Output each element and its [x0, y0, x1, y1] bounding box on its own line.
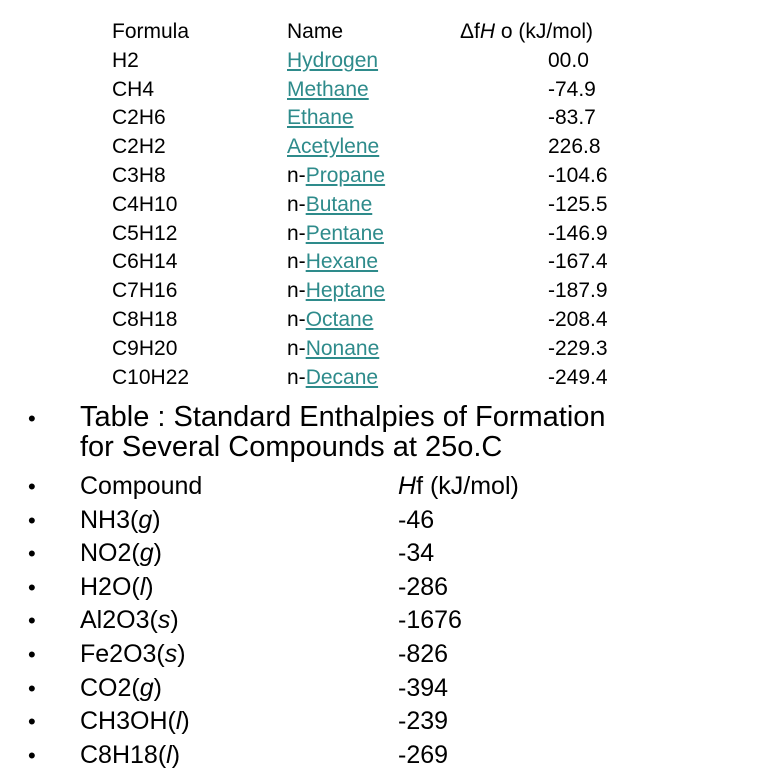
compound-formula: C8H18( [80, 740, 167, 769]
compound-link-hexane[interactable]: Hexane [305, 250, 379, 274]
formula-cell: C10H22 [112, 365, 190, 389]
bullet-icon: • [28, 574, 36, 600]
name-cell [287, 306, 385, 335]
compound-link-octane[interactable]: Octane [305, 307, 374, 331]
formula-column [112, 18, 189, 392]
enthalpy-cell: 226.8 [548, 135, 601, 159]
list-item [28, 504, 748, 538]
list-header-row [28, 470, 748, 504]
enthalpy-column [460, 18, 624, 392]
list-item [28, 537, 748, 571]
compound-formula: CO2( [80, 673, 140, 702]
list-item [28, 638, 748, 672]
enthalpy-cell: -74.9 [548, 77, 596, 101]
compound-close: ) [171, 740, 181, 769]
bullet-icon: • [28, 608, 36, 634]
formula-cell: C6H14 [112, 250, 178, 274]
enthalpy-cell: -229.3 [548, 336, 608, 360]
name-cell [287, 191, 385, 220]
hf-header [398, 470, 519, 504]
name-prefix: n- [287, 192, 306, 216]
compound-name [80, 571, 154, 605]
bullet-icon: • [28, 709, 36, 735]
bullet-icon: • [28, 541, 36, 567]
compound-name [80, 638, 186, 672]
name-cell [287, 364, 385, 393]
enthalpy-header-prefix: Δf [460, 20, 480, 43]
name-prefix: n- [287, 250, 306, 274]
name-header: Name [287, 20, 344, 43]
formula-cell: C9H20 [112, 336, 178, 360]
name-prefix: n- [287, 163, 306, 187]
enthalpy-cell: -125.5 [548, 192, 608, 216]
compound-link-nonane[interactable]: Nonane [305, 336, 380, 360]
compound-name [80, 739, 180, 772]
name-cell [287, 104, 385, 133]
compound-link-decane[interactable]: Decane [305, 365, 379, 389]
list-item [28, 604, 748, 638]
name-cell [287, 47, 385, 76]
compound-formula: NH3( [80, 505, 139, 534]
enthalpy-header [460, 18, 624, 47]
formula-cell: H2 [112, 48, 139, 72]
enthalpy-header-unit: o (kJ/mol) [495, 20, 594, 43]
formula-cell: C4H10 [112, 192, 178, 216]
compound-formula: H2O( [80, 572, 140, 601]
hf-value: -269 [398, 740, 449, 769]
compound-close: ) [170, 606, 179, 635]
enthalpy-cell: -146.9 [548, 221, 608, 245]
hf-header-symbol: H [398, 472, 417, 500]
compound-close: ) [153, 539, 162, 568]
bullet-section [28, 401, 758, 769]
name-prefix: n- [287, 221, 306, 245]
bullet-icon: • [28, 675, 36, 701]
enthalpy-header-symbol: H [479, 20, 496, 43]
name-cell [287, 162, 385, 191]
formula-cell: C7H16 [112, 279, 178, 303]
compound-state: g [139, 673, 154, 702]
compound-state: l [139, 572, 146, 601]
formula-cell: C8H18 [112, 307, 178, 331]
compound-name [80, 672, 162, 706]
compound-state: g [138, 505, 153, 534]
bullet-icon: • [28, 406, 36, 431]
compound-name [80, 705, 190, 739]
enthalpy-cell: -208.4 [548, 307, 608, 331]
compound-link-pentane[interactable]: Pentane [305, 221, 384, 245]
compound-list [28, 470, 748, 772]
compound-link-methane[interactable]: Methane [287, 77, 369, 101]
name-cell [287, 76, 385, 105]
bullet-icon: • [28, 507, 36, 533]
formula-cell: CH4 [112, 77, 155, 101]
name-prefix: n- [287, 336, 306, 360]
compound-state: l [166, 740, 172, 769]
caption-line-2: for Several Compounds at 25o.C [80, 431, 503, 463]
compound-link-ethane[interactable]: Ethane [287, 106, 354, 130]
formula-cell: C5H12 [112, 221, 178, 245]
bullet-icon: • [28, 474, 36, 499]
list-item [28, 739, 748, 772]
name-cell [287, 335, 385, 364]
name-cell [287, 248, 385, 277]
list-item [28, 672, 748, 706]
name-prefix: n- [287, 279, 306, 303]
compound-link-propane[interactable]: Propane [305, 163, 386, 187]
enthalpy-cell: -104.6 [548, 163, 608, 187]
hf-value: -34 [398, 539, 435, 568]
compound-name [80, 504, 161, 538]
hf-value: -286 [398, 572, 449, 601]
compound-name [80, 537, 162, 571]
compound-close: ) [153, 673, 162, 702]
formula-cell: C3H8 [112, 163, 166, 187]
compound-link-butane[interactable]: Butane [305, 192, 373, 216]
hf-value: -394 [398, 673, 449, 702]
hf-value: -46 [398, 505, 435, 534]
name-cell [287, 277, 385, 306]
compound-close: ) [145, 572, 154, 601]
name-column [287, 18, 385, 392]
compound-formula: NO2( [80, 539, 140, 568]
compound-formula: CH3OH( [80, 707, 176, 736]
compound-formula: Al2O3( [80, 606, 158, 635]
bullet-icon: • [28, 641, 36, 667]
compound-name [80, 604, 179, 638]
compound-link-acetylene[interactable]: Acetylene [287, 135, 380, 159]
name-cell [287, 133, 385, 162]
compound-close: ) [152, 505, 161, 534]
formula-cell: C2H2 [112, 135, 166, 159]
formula-header: Formula [112, 20, 190, 43]
compound-close: ) [177, 639, 186, 668]
compound-state: s [157, 606, 171, 635]
caption-line-1: Table : Standard Enthalpies of Formation [80, 401, 606, 433]
enthalpy-cell: -249.4 [548, 365, 608, 389]
compound-link-hydrogen[interactable]: Hydrogen [287, 48, 379, 72]
enthalpy-cell: -83.7 [548, 106, 596, 130]
compound-state: l [175, 707, 182, 736]
bullet-icon: • [28, 742, 36, 768]
name-prefix: n- [287, 365, 306, 389]
compound-state: s [164, 639, 178, 668]
compound-close: ) [181, 707, 190, 736]
formula-cell: C2H6 [112, 106, 166, 130]
hf-value: -239 [398, 707, 449, 736]
compound-formula: Fe2O3( [80, 639, 165, 668]
compound-state: g [139, 539, 154, 568]
hf-header-unit: f (kJ/mol) [416, 472, 519, 500]
list-item [28, 571, 748, 605]
hf-value: -1676 [398, 606, 462, 635]
hf-value: -826 [398, 639, 449, 668]
compound-link-heptane[interactable]: Heptane [305, 279, 386, 303]
compound-header: Compound [80, 472, 203, 500]
enthalpy-cell: -187.9 [548, 279, 608, 303]
list-item [28, 705, 748, 739]
name-cell [287, 220, 385, 249]
name-prefix: n- [287, 307, 306, 331]
enthalpy-cell: 00.0 [548, 48, 589, 72]
enthalpy-cell: -167.4 [548, 250, 608, 274]
table-caption [28, 402, 758, 462]
